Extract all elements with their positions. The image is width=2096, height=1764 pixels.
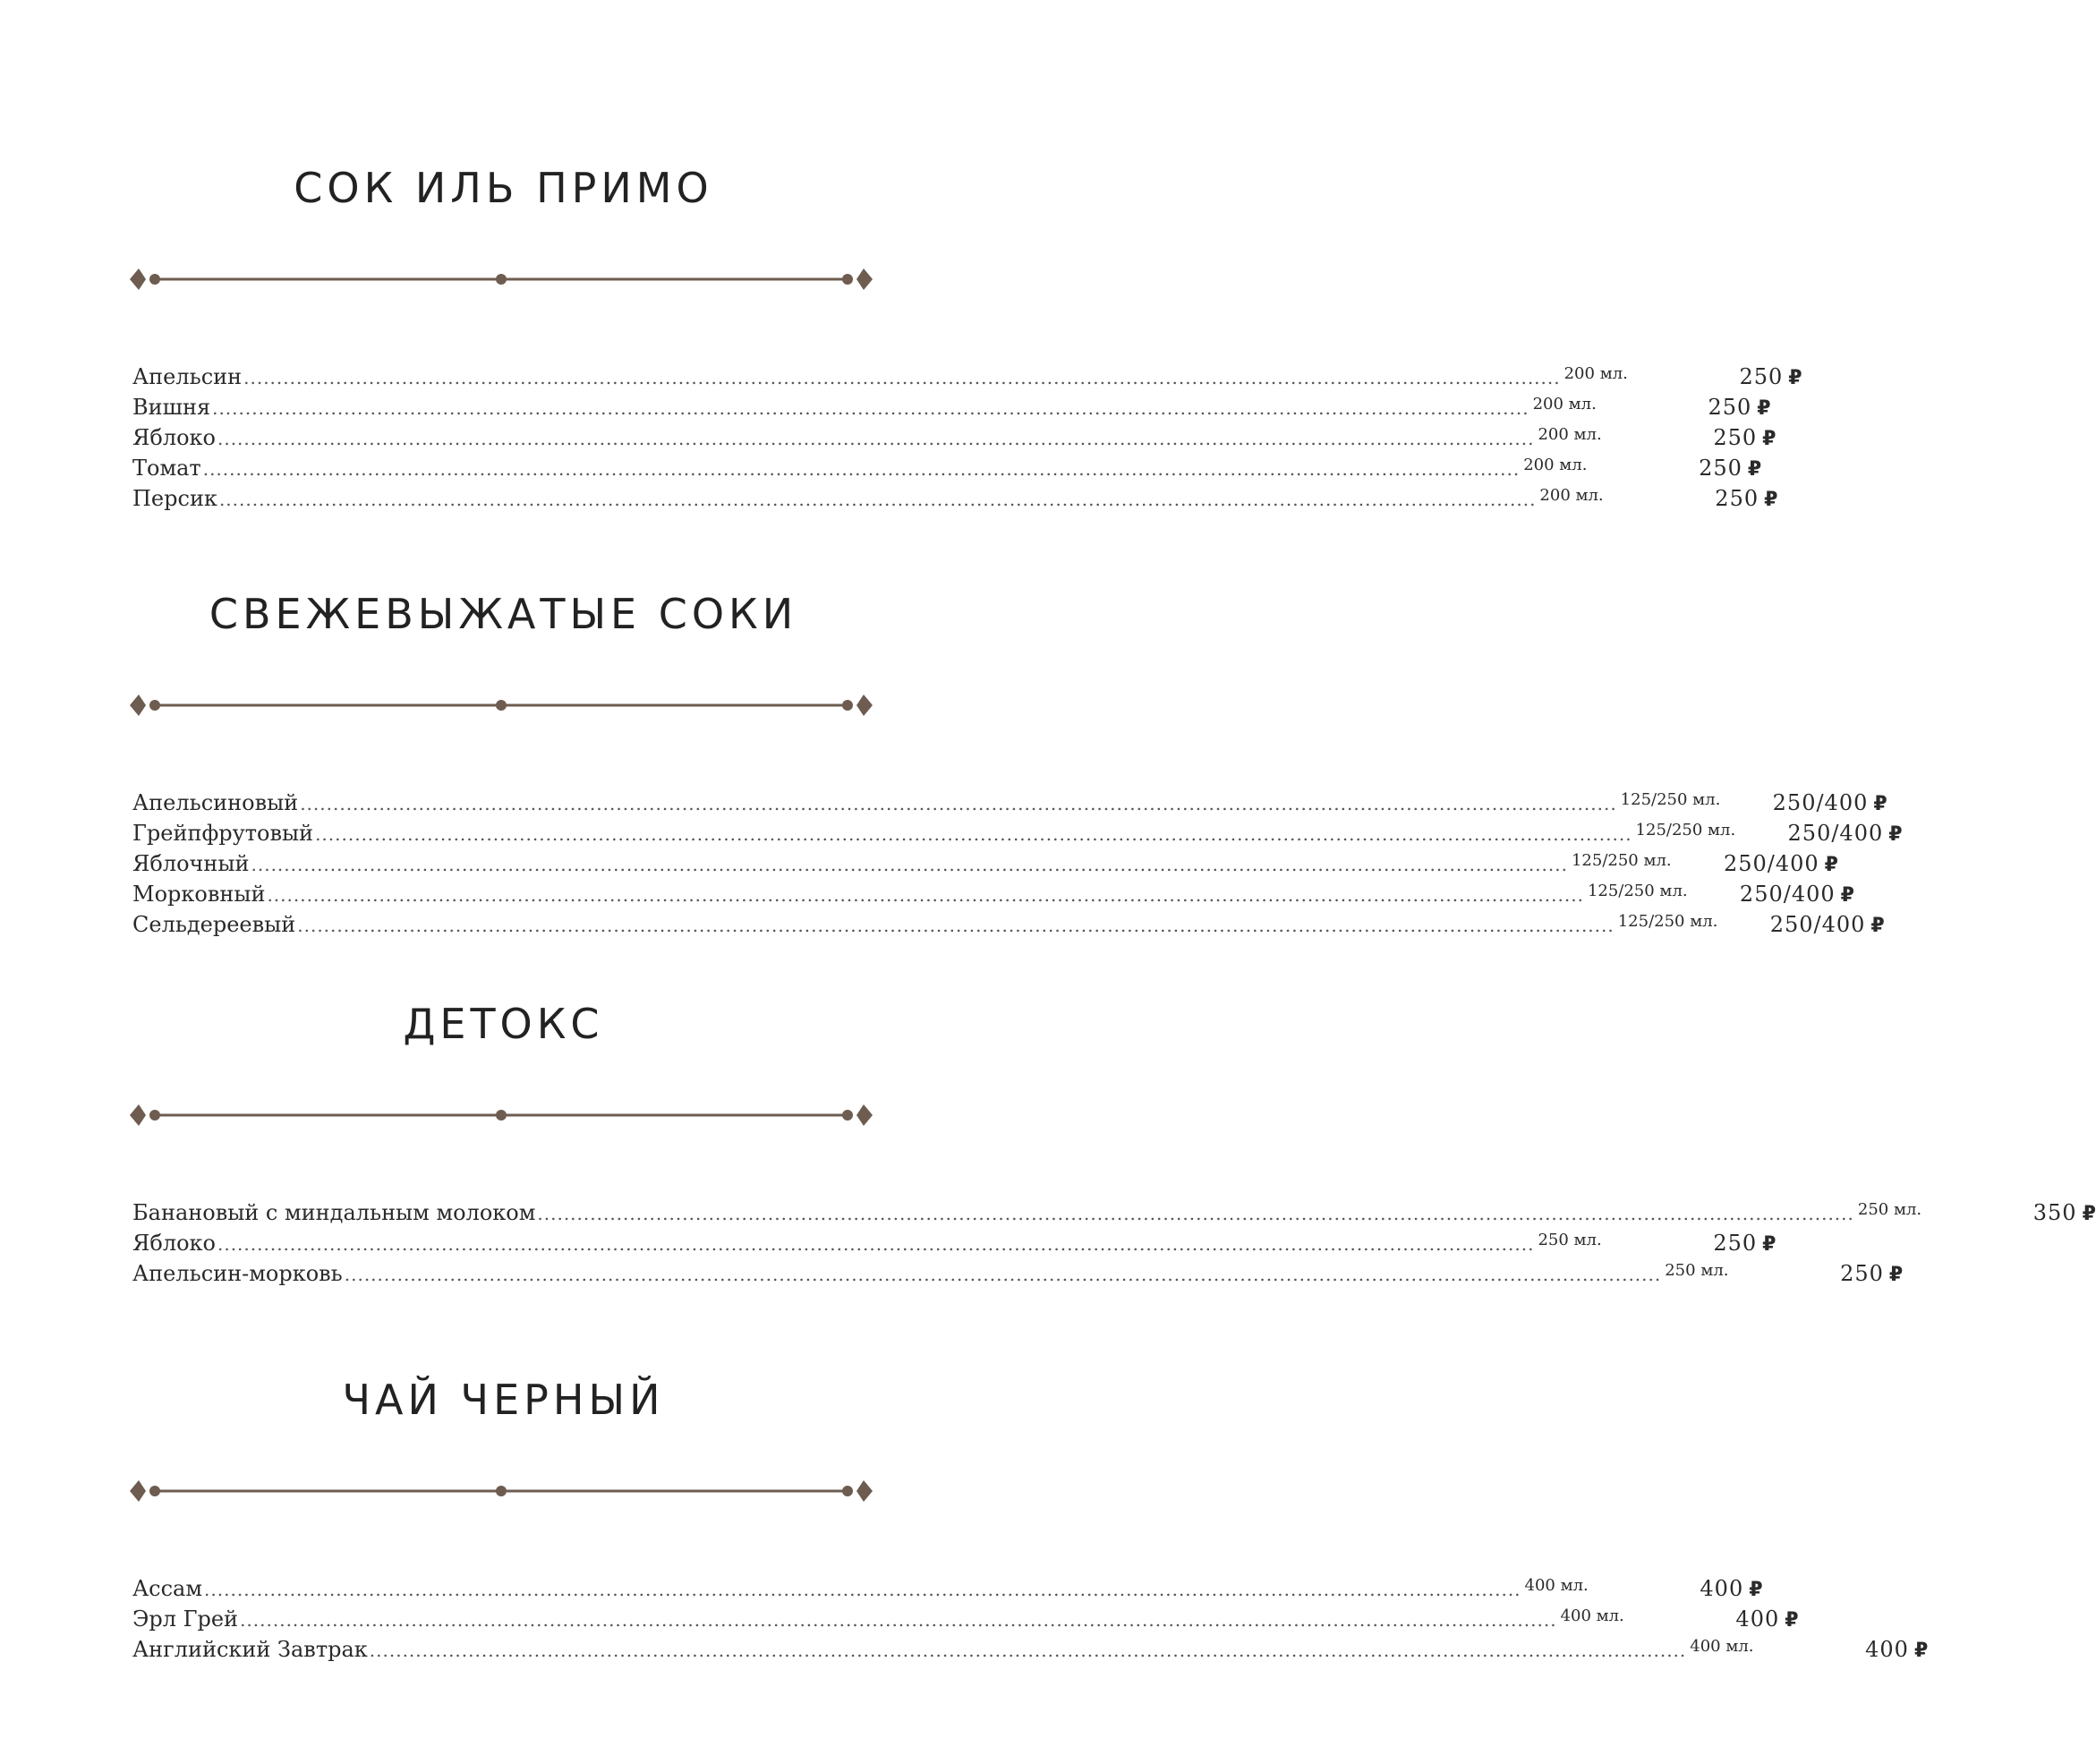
item-volume: 250 мл. xyxy=(1665,1261,1729,1280)
price-value: 250 xyxy=(1708,395,1752,420)
dot-leader: ........................................................................................................................................................................................................ xyxy=(240,1609,1557,1631)
ruble-icon: ₽ xyxy=(1840,884,1854,907)
dot-leader: ........................................................................................................................................................................................................ xyxy=(267,884,1584,906)
item-name: Банановый с миндальным молоком xyxy=(132,1200,536,1225)
dot-leader: ........................................................................................................................................................................................................ xyxy=(537,1203,1854,1224)
dot-leader: ........................................................................................................................................................................................................ xyxy=(315,823,1632,845)
menu-item xyxy=(132,392,1771,422)
price-value: 250 xyxy=(1840,1261,1884,1286)
menu-item xyxy=(132,848,1838,879)
menu-item xyxy=(132,453,1762,483)
item-volume: 200 мл. xyxy=(1523,456,1588,474)
dot-leader: ........................................................................................................................................................................................................ xyxy=(217,1233,1535,1255)
item-volume: 200 мл. xyxy=(1532,395,1597,413)
item-price xyxy=(1733,909,1885,942)
item-price xyxy=(1944,1197,2096,1230)
item-volume: 125/250 мл. xyxy=(1620,790,1721,809)
dot-leader: ........................................................................................................................................................................................................ xyxy=(218,489,1537,510)
menu-list xyxy=(132,362,1802,514)
item-volume: 200 мл. xyxy=(1538,425,1602,444)
ruble-icon: ₽ xyxy=(1785,1609,1799,1632)
item-volume: 125/250 мл. xyxy=(1635,821,1736,839)
item-name: Яблоко xyxy=(132,425,216,450)
item-name: Ассам xyxy=(132,1576,203,1601)
dot-leader: ........................................................................................................................................................................................................ xyxy=(204,1579,1521,1600)
menu-item xyxy=(132,422,1776,453)
item-name: Сельдереевый xyxy=(132,912,296,937)
price-value: 400 xyxy=(1865,1637,1909,1662)
price-value: 250 xyxy=(1715,486,1759,511)
dot-leader: ........................................................................................................................................................................................................ xyxy=(212,397,1529,419)
ruble-icon: ₽ xyxy=(2082,1203,2096,1225)
menu-item xyxy=(132,818,1903,848)
item-price xyxy=(1619,392,1771,424)
price-value: 250 xyxy=(1713,1231,1758,1256)
item-name: Английский Завтрак xyxy=(132,1637,368,1662)
section-title: ЧАЙ ЧЕРНЫЙ xyxy=(342,1376,665,1424)
item-name: Томат xyxy=(132,456,201,481)
ruble-icon: ₽ xyxy=(1788,367,1802,389)
item-price xyxy=(1625,483,1777,516)
ruble-icon: ₽ xyxy=(1757,397,1771,420)
menu-item xyxy=(132,1604,1799,1634)
item-price xyxy=(1751,818,1903,850)
ruble-icon: ₽ xyxy=(1888,823,1903,846)
price-value: 250/400 xyxy=(1769,912,1866,937)
menu-item xyxy=(132,909,1885,940)
item-name: Морковный xyxy=(132,882,266,907)
item-price xyxy=(1751,1258,1903,1291)
ornament-divider xyxy=(130,261,873,297)
price-value: 250/400 xyxy=(1772,790,1869,815)
ornament-divider xyxy=(130,1473,873,1509)
item-name: Яблочный xyxy=(132,851,250,876)
menu-item xyxy=(132,788,1887,818)
item-name: Апельсин xyxy=(132,364,243,389)
ornament-divider xyxy=(130,1097,873,1133)
item-name: Апельсин-морковь xyxy=(132,1261,343,1286)
item-volume: 400 мл. xyxy=(1524,1576,1589,1595)
ornament-divider xyxy=(130,687,873,723)
item-price xyxy=(1609,453,1761,485)
item-name: Персик xyxy=(132,486,217,511)
item-price xyxy=(1623,422,1776,455)
ruble-icon: ₽ xyxy=(1749,1579,1763,1601)
item-price xyxy=(1650,362,1802,394)
dot-leader: ........................................................................................................................................................................................................ xyxy=(344,1264,1662,1285)
dot-leader: ........................................................................................................................................................................................................ xyxy=(369,1640,1687,1661)
item-name: Яблоко xyxy=(132,1231,216,1256)
item-volume: 200 мл. xyxy=(1563,364,1628,383)
price-value: 250/400 xyxy=(1723,851,1819,876)
dot-leader: ........................................................................................................................................................................................................ xyxy=(217,428,1535,449)
ruble-icon: ₽ xyxy=(1888,1264,1904,1286)
item-name: Эрл Грей xyxy=(132,1606,239,1632)
menu-item xyxy=(132,362,1802,392)
item-volume: 125/250 мл. xyxy=(1617,912,1718,931)
item-name: Вишня xyxy=(132,395,211,420)
dot-leader: ........................................................................................................................................................................................................ xyxy=(202,458,1521,480)
menu-list xyxy=(132,1573,1929,1665)
menu-list xyxy=(132,788,1903,940)
dot-leader: ........................................................................................................................................................................................................ xyxy=(243,367,1561,388)
ruble-icon: ₽ xyxy=(1870,915,1885,937)
menu-item xyxy=(132,1573,1763,1604)
ruble-icon: ₽ xyxy=(1913,1640,1929,1662)
ruble-icon: ₽ xyxy=(1824,854,1838,876)
price-value: 250/400 xyxy=(1787,821,1884,846)
menu-item xyxy=(132,879,1854,909)
ruble-icon: ₽ xyxy=(1762,1233,1776,1256)
section-title: СВЕЖЕВЫЖАТЫЕ СОКИ xyxy=(209,590,798,638)
item-price xyxy=(1776,1634,1928,1666)
item-volume: 400 мл. xyxy=(1560,1606,1624,1625)
section-title: СОК ИЛЬ ПРИМО xyxy=(294,164,713,212)
ruble-icon: ₽ xyxy=(1764,489,1778,511)
section-title: ДЕТОКС xyxy=(403,1000,604,1048)
item-volume: 125/250 мл. xyxy=(1587,882,1688,900)
dot-leader: ........................................................................................................................................................................................................ xyxy=(297,915,1615,936)
item-volume: 400 мл. xyxy=(1690,1637,1754,1656)
item-name: Грейпфрутовый xyxy=(132,821,314,846)
ruble-icon: ₽ xyxy=(1747,458,1762,481)
menu-item xyxy=(132,1634,1929,1665)
item-price xyxy=(1735,788,1887,820)
price-value: 250 xyxy=(1699,456,1742,481)
price-value: 250/400 xyxy=(1739,882,1836,907)
dot-leader: ........................................................................................................................................................................................................ xyxy=(251,854,1568,875)
menu-item xyxy=(132,1258,1904,1289)
ruble-icon: ₽ xyxy=(1762,428,1776,450)
item-volume: 250 мл. xyxy=(1538,1231,1602,1249)
menu-list xyxy=(132,1197,2096,1289)
price-value: 250 xyxy=(1713,425,1758,450)
item-volume: 125/250 мл. xyxy=(1571,851,1672,870)
item-volume: 200 мл. xyxy=(1539,486,1604,505)
menu-item xyxy=(132,483,1778,514)
menu-item xyxy=(132,1228,1776,1258)
item-price xyxy=(1686,848,1838,881)
price-value: 250 xyxy=(1739,364,1784,389)
price-value: 400 xyxy=(1735,1606,1780,1632)
menu-item xyxy=(132,1197,2096,1228)
ruble-icon: ₽ xyxy=(1873,793,1887,815)
item-name: Апельсиновый xyxy=(132,790,299,815)
price-value: 400 xyxy=(1700,1576,1744,1601)
item-volume: 250 мл. xyxy=(1857,1200,1922,1219)
price-value: 350 xyxy=(2032,1200,2077,1225)
dot-leader: ........................................................................................................................................................................................................ xyxy=(300,793,1617,814)
